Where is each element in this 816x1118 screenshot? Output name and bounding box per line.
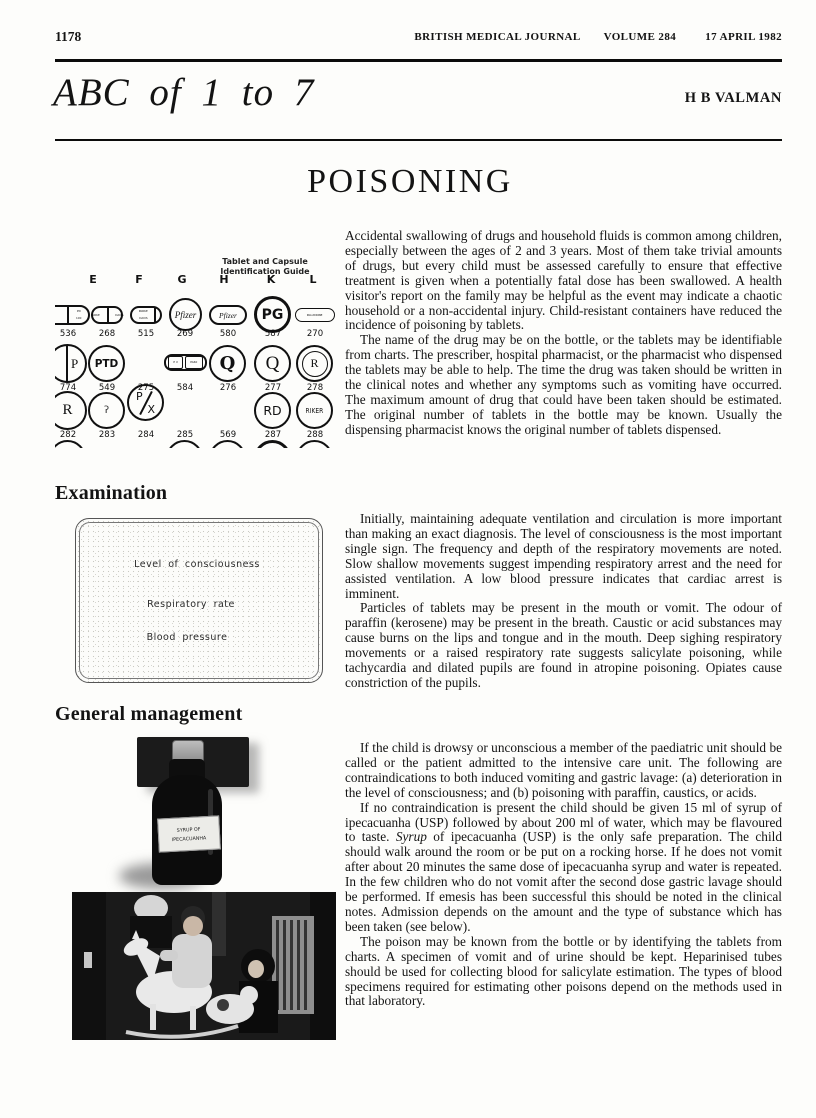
- tablet-code: 277: [264, 383, 282, 393]
- tablet-code: 270: [306, 329, 324, 339]
- tablet-code: 285: [176, 430, 194, 440]
- capsule-divider: [154, 308, 156, 322]
- tablet-mark: P: [136, 390, 143, 403]
- tablet-mark: PALUDRINE: [307, 313, 323, 317]
- tablet-mark: Q: [219, 353, 236, 374]
- tablet-mark: PARKE: [91, 313, 101, 317]
- examination-paragraph-2: Particles of tablets may be present in the mouth or vomit. The odour of paraffin (kerosene) may be present in the breath. Caustic or acid substances may cause burns on the lips and tongue and in the mouth. Deep sighing respiratory movements or a raised respiratory rate suggests salicylate poisoning, while tachycardia and dilated pupils are found in atropine poisoning. Opiates cause constriction of the pupils.: [345, 600, 782, 690]
- tablet-277: [254, 345, 291, 382]
- tablet-partial: [296, 440, 333, 448]
- column-letter-k: K: [266, 273, 276, 286]
- bottle-label-line1: SYRUP OF: [176, 825, 201, 833]
- monitor-label-blood-pressure: Blood pressure: [146, 632, 228, 643]
- column-letter-h: H: [219, 273, 229, 286]
- tablet-mark: DAVIS: [139, 316, 148, 320]
- column-letter-e: E: [89, 273, 97, 286]
- tablet-code: 282: [59, 430, 77, 440]
- tablet-mark: PA60: [190, 360, 198, 364]
- tablet-mark: R: [62, 402, 73, 418]
- intro-paragraph-1: Accidental swallowing of drugs and household fluids is common among children, especially between the ages of 2 and 3 years. Most of them take trivial amounts of drugs, but every child must be assessed carefully to ensure that effective treatment is given when a potentially fatal dose has been swallowed. A health visitor's report on the family may be helpful as the event may indicate a chaotic household or a non-accidental injury. Child-resistant containers have reduced the incidence of poisoning by tablets.: [345, 228, 782, 333]
- guide-caption-line2: Identification Guide: [220, 266, 310, 276]
- tablet-code: 276: [219, 383, 237, 393]
- general-management-heading: General management: [55, 703, 243, 725]
- radiator: [272, 916, 314, 1014]
- tablet-mark: PARKE: [138, 309, 148, 313]
- general-paragraph-2-end: of ipecacuanha (USP) is the only safe preparation. The child should walk around the room or be put on a rocking horse. If he does not vomit after about 20 minutes the same dose of ipecacuanha syrup and water is repeated. In the few children who do not vomit after the second dose gastric lavage should be performed. If emesis has been successful this should be noted in the clinical notes. Admission depends on the amount and the type of substance which has been taken (see below).: [345, 829, 782, 934]
- tablet-mark: Q: [265, 352, 280, 374]
- tablet-partial: [55, 440, 86, 448]
- author-name: H B VALMAN: [684, 90, 782, 106]
- tablet-code: 288: [306, 430, 324, 440]
- journal-date: 17 APRIL 1982: [705, 31, 782, 43]
- tablet-code: 536: [59, 329, 77, 339]
- tablet-code: 268: [98, 329, 116, 339]
- tablet-mark: PD: [76, 309, 81, 313]
- guide-caption-line1: Tablet and Capsule: [222, 257, 308, 266]
- tablet-mark: ʔ: [103, 405, 110, 416]
- examination-paragraph-1: Initially, maintaining adequate ventilation and circulation is more important than making an exact diagnosis. The level of consciousness is the most important single sign. The frequency and depth of the respiratory movements are noted. Slow shallow movements suggest impending respiratory arrest and the need for assisted ventilation. A low blood pressure indicates that cardiac arrest is imminent.: [345, 511, 782, 601]
- capsule-270: [295, 308, 335, 322]
- small-bottle: [84, 952, 92, 968]
- monitor-label-respiratory: Respiratory rate: [147, 599, 235, 610]
- capsule-515: [130, 306, 162, 324]
- monitor-figure: [75, 518, 323, 683]
- tablet-mark: Pfizer: [174, 309, 197, 320]
- article-title: POISONING: [307, 163, 513, 200]
- tablet-mark: P X: [173, 360, 178, 364]
- tablet-mark-box: [185, 356, 203, 369]
- masthead-rule: [55, 139, 782, 141]
- tablet-partial: [254, 440, 291, 448]
- bottle-label-line2: IPECACUANHA: [171, 834, 207, 842]
- tablet-code: 569: [219, 430, 237, 440]
- tablet-code: 275: [137, 383, 155, 393]
- tablet-288: [296, 392, 333, 429]
- tablet-283: [88, 392, 125, 429]
- tablet-inner-ring: [302, 351, 328, 377]
- tablet-score-line: [66, 346, 68, 381]
- column-letter-g: G: [177, 273, 187, 286]
- header-rule: [55, 59, 782, 62]
- tablet-partial: [209, 440, 246, 448]
- tablet-269: [169, 298, 202, 331]
- journal-header: [414, 31, 782, 43]
- tablet-mark: PTD: [94, 357, 119, 370]
- capsule-268: [91, 306, 123, 324]
- general-paragraph-2: [345, 801, 782, 935]
- tablet-code: 580: [219, 329, 237, 339]
- tablet-mark: X: [147, 403, 155, 416]
- capsule-580: [209, 305, 247, 325]
- tablet-278: [296, 345, 333, 382]
- intro-paragraph-2: The name of the drug may be on the bottle, or the tablets may be identifiable from charts. The prescriber, hospital pharmacist, or the pharmacist who dispensed the tablets may be able to help. The time the drug was taken should be written in the clinical notes and whether any symptoms such as vomiting have occurred. The maximum amount of drug that could have been taken should be estimated. The original number of tablets in the bottle may be known. Usually the dispensing pharmacist knows the original number of tablets dispensed.: [345, 332, 782, 437]
- tablet-276: [209, 345, 246, 382]
- door-frame: [212, 892, 226, 956]
- capsule-584: [164, 354, 207, 371]
- tablet-mark: DAVIS: [115, 313, 124, 317]
- examination-heading: Examination: [55, 482, 168, 504]
- monitor-label-consciousness: Level of consciousness: [134, 559, 260, 570]
- tablet-282: [55, 391, 87, 430]
- intro-text-block: [345, 229, 782, 438]
- journal-title: BRITISH MEDICAL JOURNAL: [414, 31, 581, 43]
- tablet-code: 269: [176, 329, 194, 339]
- tablet-code: 287: [264, 430, 282, 440]
- tablet-mark: PG: [261, 306, 284, 323]
- tablet-774: [55, 344, 87, 383]
- bottle-label: [157, 815, 221, 852]
- tablet-code: 278: [306, 383, 324, 393]
- tablet-549: [88, 345, 125, 382]
- tablet-identification-guide-figure: [55, 252, 337, 448]
- page-number: 1178: [55, 29, 82, 44]
- tablet-code: 515: [137, 329, 155, 339]
- tablet-code: 774: [59, 383, 77, 393]
- journal-volume: VOLUME 284: [603, 31, 677, 43]
- examination-text-block: [345, 512, 782, 691]
- tablet-code: 549: [98, 383, 116, 393]
- tablet-287: [254, 392, 291, 429]
- column-letter-l: L: [309, 273, 317, 286]
- tablet-mark: R: [310, 356, 319, 370]
- tablet-mark-box: [168, 356, 183, 369]
- tablet-code: 584: [176, 383, 194, 393]
- tablet-code: 284: [137, 430, 155, 440]
- general-text-block: [345, 741, 782, 1009]
- tablet-mark: 100: [75, 316, 82, 320]
- tablet-mark: RIKER: [305, 406, 324, 415]
- column-letter-f: F: [135, 273, 143, 286]
- tablet-mark: P: [71, 356, 79, 371]
- general-paragraph-2-italic: Syrup: [395, 829, 427, 845]
- ipecacuanha-bottle-figure: [115, 733, 307, 891]
- tablet-code: 587: [264, 329, 282, 339]
- tablet-mark: Pfizer: [219, 310, 237, 320]
- tablet-mark: RD: [263, 403, 282, 418]
- general-paragraph-3: The poison may be known from the bottle or by identifying the tablets from charts. A specimen of vomit and of urine should be kept. Heparinised tubes should be used for collecting blood for salicylate estimation. The types of blood specimens required for estimating other poisons depend on the methods used in that laboratory.: [345, 933, 782, 1009]
- tablet-partial: [166, 440, 203, 448]
- tablet-code: 283: [98, 430, 116, 440]
- rocking-horse-photo: [72, 892, 336, 1040]
- tablet-587: [254, 296, 291, 333]
- general-paragraph-2-start: If no contraindication is present the child should be given 15 ml of syrup of ipecacuanha (USP) followed by about 200 ml of water, which may be flavoured to taste.: [345, 799, 782, 845]
- series-title: ABC of 1 to 7: [53, 71, 315, 114]
- general-paragraph-1: If the child is drowsy or unconscious a member of the paediatric unit should be called or the patient admitted to the intensive care unit. The following are contraindications to both induced vomiting and gastric lavage: (a) deterioration in the level of consciousness; and (b) poisoning with paraffin, caustics, or acids.: [345, 740, 782, 800]
